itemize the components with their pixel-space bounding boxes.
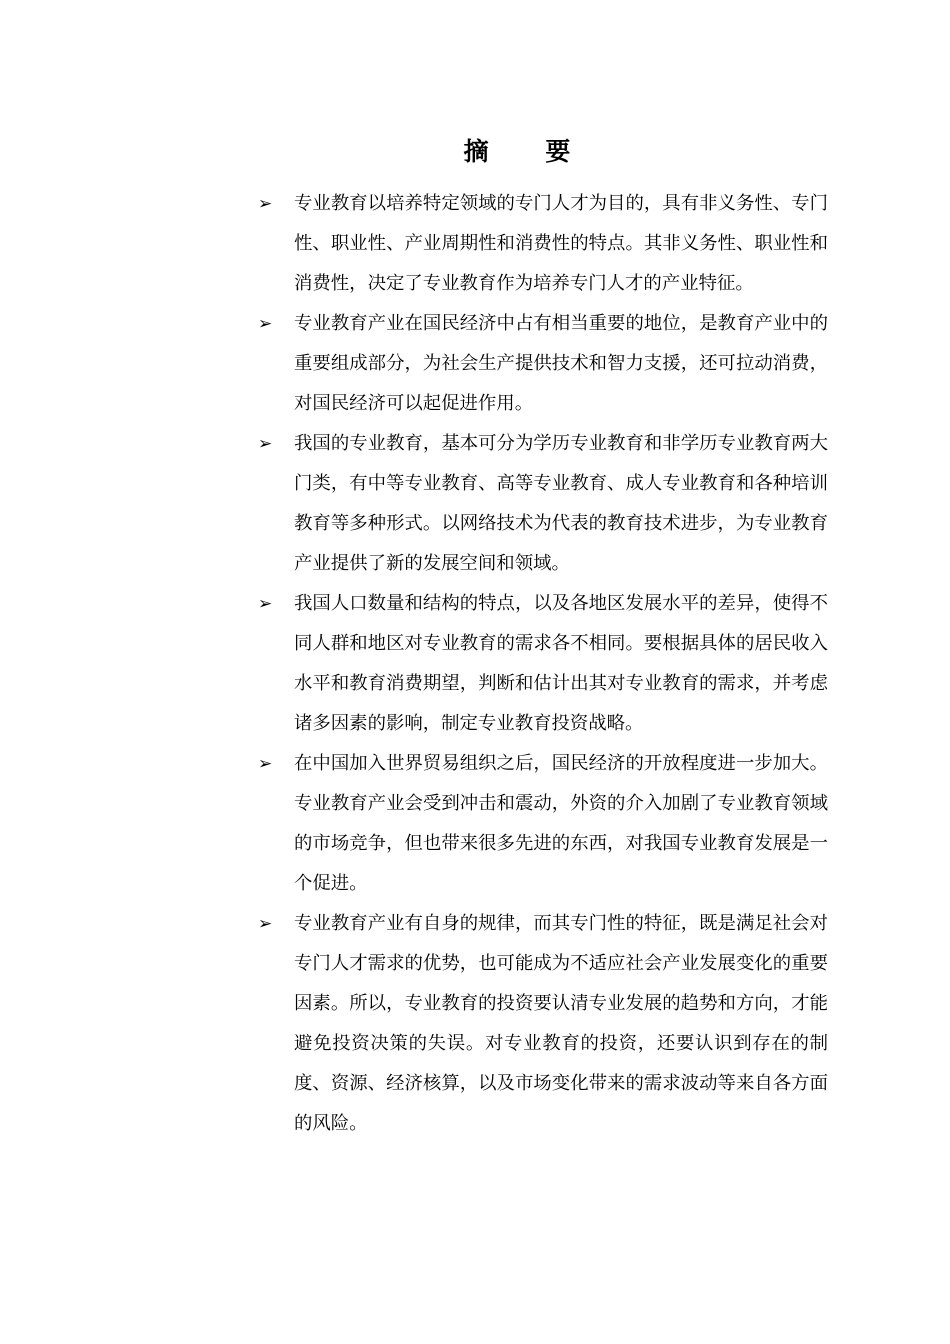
list-item [258,744,828,904]
page-title: 摘 要 [463,137,595,166]
summary-list [258,184,828,1144]
list-item-text: 专业教育以培养特定领域的专门人才为目的，具有非义务性、专门性、职业性、产业周期性和消费性的特点。其非义务性、职业性和消费性，决定了专业教育作为培养专门人才的产业特征。 [294,193,828,294]
list-item [258,584,828,744]
list-item-text: 我国人口数量和结构的特点，以及各地区发展水平的差异，使得不同人群和地区对专业教育的需求各不相同。要根据具体的居民收入水平和教育消费期望，判断和估计出其对专业教育的需求，并考虑诸多因素的影响，制定专业教育投资战略。 [294,593,828,734]
list-item-text: 专业教育产业在国民经济中占有相当重要的地位，是教育产业中的重要组成部分，为社会生产提供技术和智力支援，还可拉动消费，对国民经济可以起促进作用。 [294,313,828,414]
arrow-bullet-icon: ➢ [258,314,273,334]
list-item-text: 我国的专业教育，基本可分为学历专业教育和非学历专业教育两大门类，有中等专业教育、高等专业教育、成人专业教育和各种培训教育等多种形式。以网络技术为代表的教育技术进步，为专业教育产业提供了新的发展空间和领域。 [294,433,828,574]
list-item [258,304,828,424]
list-item [258,184,828,304]
arrow-bullet-icon: ➢ [258,594,273,614]
arrow-bullet-icon: ➢ [258,914,273,934]
list-item [258,904,828,1144]
arrow-bullet-icon: ➢ [258,434,273,454]
list-item-text: 专业教育产业有自身的规律，而其专门性的特征，既是满足社会对专门人才需求的优势，也可能成为不适应社会产业发展变化的重要因素。所以，专业教育的投资要认清专业发展的趋势和方向，才能避免投资决策的失误。对专业教育的投资，还要认识到存在的制度、资源、经济核算，以及市场变化带来的需求波动等来自各方面的风险。 [294,913,828,1134]
list-item-text: 在中国加入世界贸易组织之后，国民经济的开放程度进一步加大。专业教育产业会受到冲击和震动，外资的介入加剧了专业教育领域的市场竞争，但也带来很多先进的东西，对我国专业教育发展是一个促进。 [294,753,828,894]
list-item [258,424,828,584]
arrow-bullet-icon: ➢ [258,194,273,214]
arrow-bullet-icon: ➢ [258,754,273,774]
